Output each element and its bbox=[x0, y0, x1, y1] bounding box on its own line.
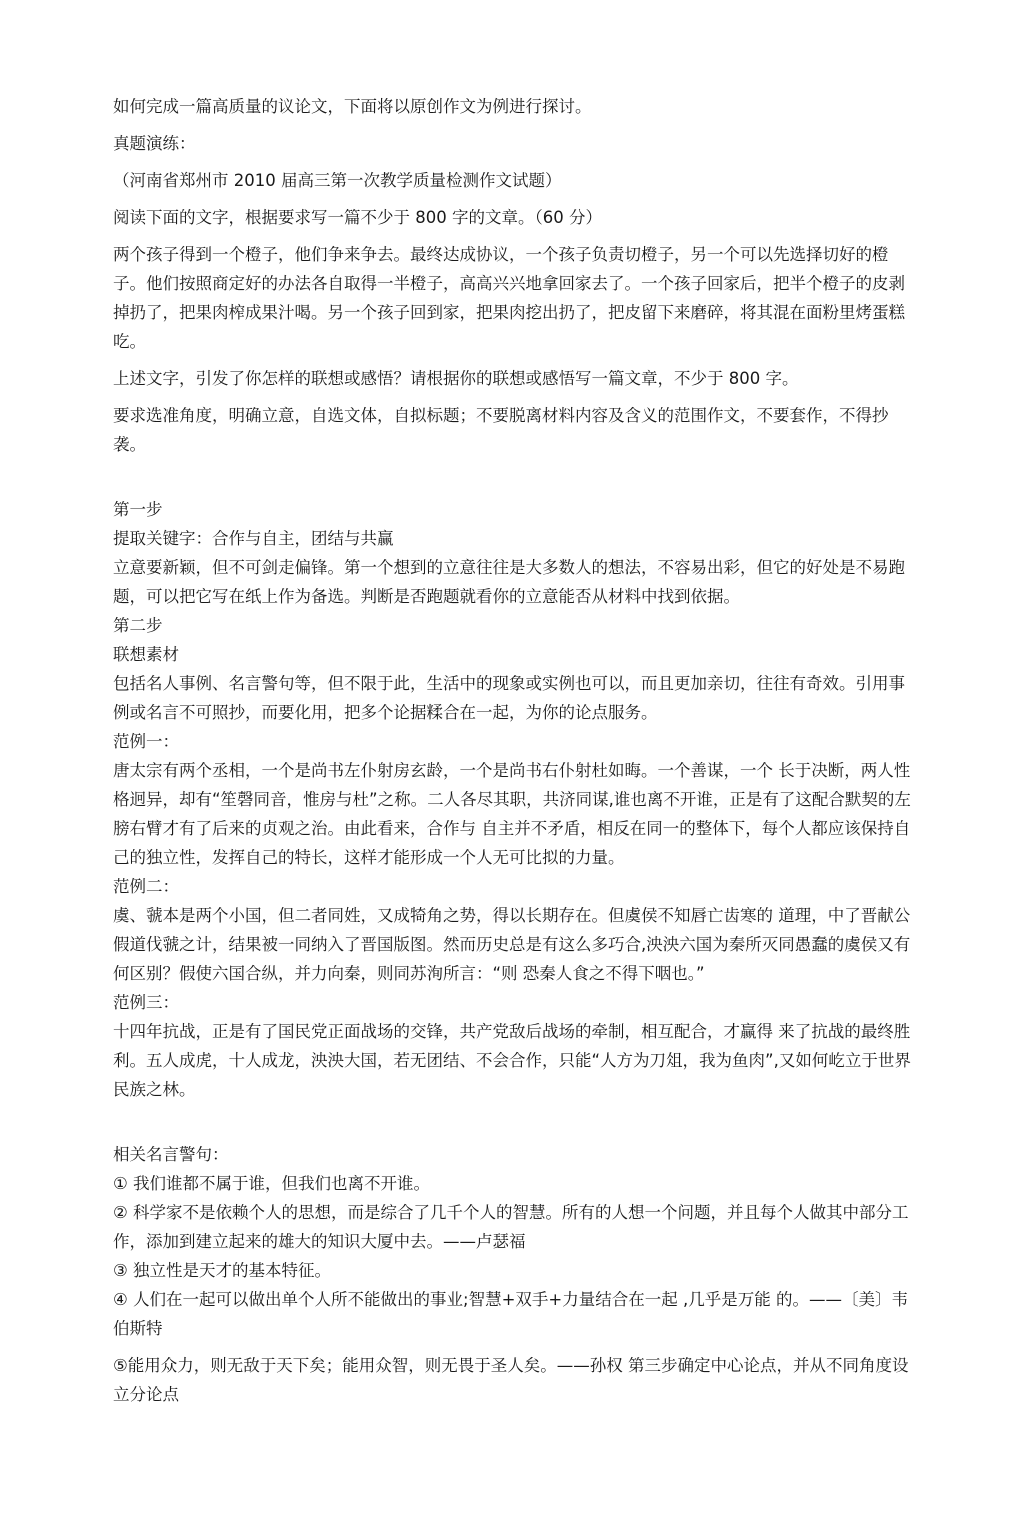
quote-item: ⑤能用众力，则无敌于天下矣；能用众智，则无畏于圣人矣。——孙权 第三步确定中心论点，并从不同角度设立分论点 bbox=[113, 1356, 909, 1404]
exam-material: 两个孩子得到一个橙子，他们争来争去。最终达成协议，一个孩子负责切橙子，另一个可以先选择切好的橙子。他们按照商定好的办法各自取得一半橙子，高高兴兴地拿回家去了。一个孩子回家后，把半个橙子的皮剥掉扔了，把果肉榨成果汁喝。另一个孩子回到家，把果肉挖出扔了，把皮留下来磨碎，将其混在面粉里烤蛋糕吃。 bbox=[113, 245, 905, 351]
example3-title: 范例三： bbox=[113, 993, 179, 1012]
step1-title: 第一步 bbox=[113, 500, 163, 519]
exam-requirement: 要求选准角度，明确立意，自选文体，自拟标题；不要脱离材料内容及含义的范围作文，不要套作，不得抄袭。 bbox=[113, 406, 889, 454]
example3-body: 十四年抗战，正是有了国民党正面战场的交锋，共产党敌后战场的牵制，相互配合，才赢得 来了抗战的最终胜利。五人成虎，十人成龙，泱泱大国，若无团结、不会合作，只能“人方为刀俎，我为鱼肉”,又如何屹立于世界民族之林。 bbox=[113, 1022, 911, 1099]
intro-paragraph: 如何完成一篇高质量的议论文，下面将以原创作文为例进行探讨。 bbox=[113, 97, 592, 116]
step1-body: 立意要新颖，但不可剑走偏锋。第一个想到的立意往往是大多数人的想法，不容易出彩，但它的好处是不易跑题，可以把它写在纸上作为备选。判断是否跑题就看你的立意能否从材料中找到依据。 bbox=[113, 558, 905, 606]
step1-keywords: 提取关键字：合作与自主，团结与共赢 bbox=[113, 529, 394, 548]
exam-source: （河南省郑州市 2010 届高三第一次教学质量检测作文试题） bbox=[113, 171, 562, 190]
quote-item: ① 我们谁都不属于谁，但我们也离不开谁。 bbox=[113, 1174, 431, 1193]
step2-title: 第二步 bbox=[113, 616, 163, 635]
example2-title: 范例二： bbox=[113, 877, 179, 896]
exam-question: 上述文字，引发了你怎样的联想或感悟？请根据你的联想或感悟写一篇文章，不少于 800 字。 bbox=[113, 369, 799, 388]
example2-body: 虞、虢本是两个小国，但二者同姓，又成犄角之势，得以长期存在。但虞侯不知唇亡齿寒的 道理，中了晋献公假道伐虢之计，结果被一同纳入了晋国版图。然而历史总是有这么多巧合,泱泱六国为秦所灭同愚蠢的虞侯又有何区别？假使六国合纵，并力向秦，则同苏洵所言：“则 恐秦人食之不得下咽也。” bbox=[113, 906, 911, 983]
step2-body: 包括名人事例、名言警句等，但不限于此，生活中的现象或实例也可以，而且更加亲切，往往有奇效。引用事例或名言不可照抄，而要化用，把多个论据糅合在一起，为你的论点服务。 bbox=[113, 674, 905, 722]
example1-body: 唐太宗有两个丞相，一个是尚书左仆射房玄龄，一个是尚书右仆射杜如晦。一个善谋，一个 长于决断，两人性格迥异，却有“笙磬同音，惟房与杜”之称。二人各尽其职，共济同谋,谁也离不开谁，正是有了这配合默契的左膀右臂才有了后来的贞观之治。由此看来，合作与 自主并不矛盾，相反在同一的整体下，每个人都应该保持自己的独立性，发挥自己的特长，这样才能形成一个人无可比拟的力量。 bbox=[113, 761, 911, 867]
practice-title: 真题演练： bbox=[113, 134, 196, 153]
document-page bbox=[113, 92, 913, 1409]
quotes-title: 相关名言警句： bbox=[113, 1145, 229, 1164]
example1-title: 范例一： bbox=[113, 732, 179, 751]
quote-item: ③ 独立性是天才的基本特征。 bbox=[113, 1261, 332, 1280]
exam-instruction: 阅读下面的文字，根据要求写一篇不少于 800 字的文章。（60 分） bbox=[113, 208, 602, 227]
quote-item: ② 科学家不是依赖个人的思想，而是综合了几千个人的智慧。所有的人想一个问题，并且每个人做其中部分工作，添加到建立起来的雄大的知识大厦中去。——卢瑟福 bbox=[113, 1203, 909, 1251]
quote-item: ④ 人们在一起可以做出单个人所不能做出的事业;智慧+双手+力量结合在一起 ,几乎是万能 的。——〔美〕韦伯斯特 bbox=[113, 1290, 908, 1338]
step2-subtitle: 联想素材 bbox=[113, 645, 179, 664]
